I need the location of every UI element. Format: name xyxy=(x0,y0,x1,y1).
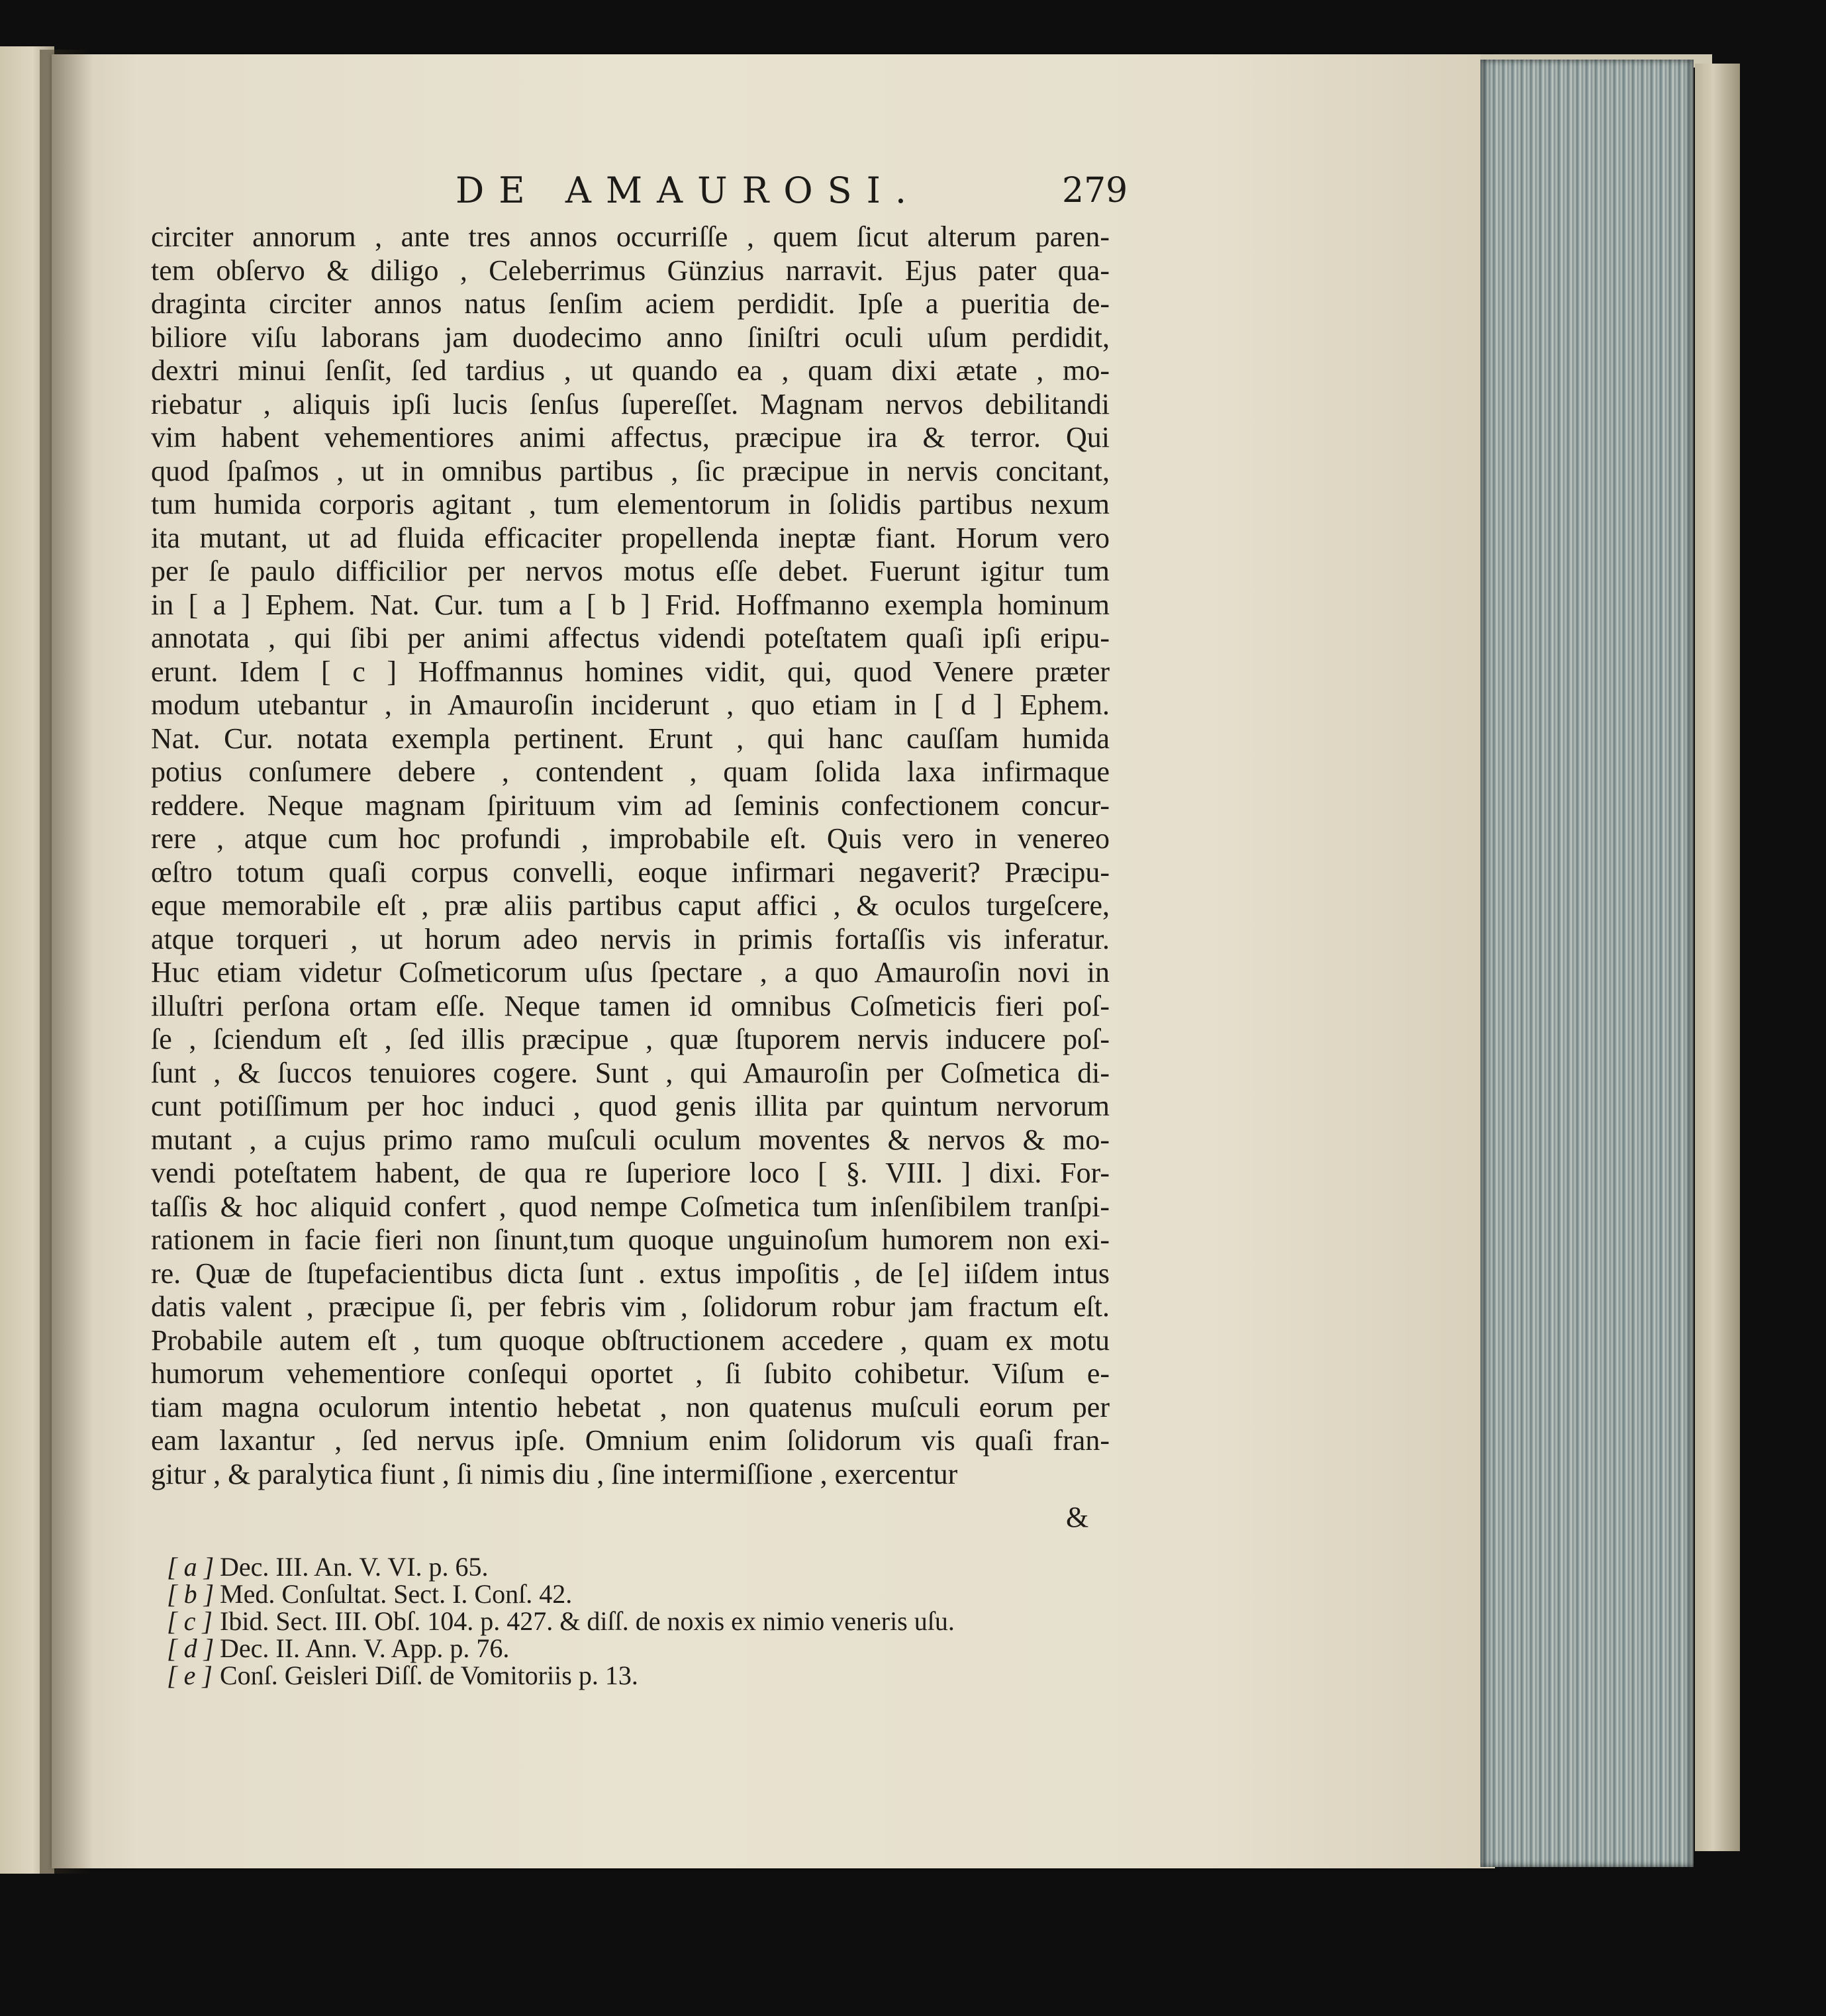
footnote-text: Dec. II. Ann. V. App. p. 76. xyxy=(220,1633,510,1663)
text-line: re. Quæ de ſtupefacientibus dicta ſunt . extus impoſitis , de [e] iiſdem intus xyxy=(151,1257,1110,1290)
text-line: tum humida corporis agitant , tum elementorum in ſolidis partibus nexum xyxy=(151,488,1110,520)
footnote xyxy=(167,1580,1133,1608)
text-line: rationem in facie fieri non ſinunt,tum quoque unguinoſum humorem non exi- xyxy=(151,1224,1110,1256)
footnote-marker: [ e ] xyxy=(167,1660,213,1690)
text-line: modum utebantur , in Amauroſin inciderunt , quo etiam in [ d ] Ephem. xyxy=(151,689,1110,721)
text-line: eque memorabile eſt , præ aliis partibus caput affici , & oculos turgeſcere, xyxy=(151,889,1110,922)
text-line: erunt. Idem [ c ] Hoffmannus homines vidit, qui, quod Venere præter xyxy=(151,655,1110,688)
text-line: riebatur , aliquis ipſi lucis ſenſus ſupereſſet. Magnam nervos debilitandi xyxy=(151,387,1110,420)
text-line: tiam magna oculorum intentio hebetat , non quatenus muſculi eorum per xyxy=(151,1390,1110,1423)
text-line: reddere. Neque magnam ſpirituum vim ad ſeminis confectionem concur- xyxy=(151,789,1110,822)
text-line: cunt potiſſimum per hoc induci , quod genis illita par quintum nervorum xyxy=(151,1090,1110,1122)
text-line: gitur , & paralytica fiunt , ſi nimis diu , ſine intermiſſione , exercentur xyxy=(151,1457,958,1490)
text-line: taſſis & hoc aliquid confert , quod nempe Coſmetica tum inſenſibilem tranſpi- xyxy=(151,1190,1110,1223)
text-line: in [ a ] Ephem. Nat. Cur. tum a [ b ] Frid. Hoffmanno exempla hominum xyxy=(151,588,1110,621)
text-line: per ſe paulo difficilior per nervos motus eſſe debet. Fuerunt igitur tum xyxy=(151,555,1110,587)
text-line: quod ſpaſmos , ut in omnibus partibus , ſic præcipue in nervis concitant, xyxy=(151,454,1110,487)
gutter-shadow xyxy=(40,50,93,1874)
text-line: atque torqueri , ut horum adeo nervis in primis fortaſſis vis inferatur. xyxy=(151,922,1110,955)
text-line: vendi poteſtatem habent, de qua re ſuperiore loco [ §. VIII. ] dixi. For- xyxy=(151,1157,1110,1189)
text-line: draginta circiter annos natus ſenſim aciem perdidit. Ipſe a pueritia de- xyxy=(151,287,1110,320)
page-block-edges xyxy=(1480,60,1694,1867)
footnote-text: Dec. III. An. V. VI. p. 65. xyxy=(220,1552,489,1582)
text-line: Huc etiam videtur Coſmeticorum uſus ſpectare , a quo Amauroſin novi in xyxy=(151,956,1110,988)
footnote xyxy=(167,1662,1133,1689)
footnote-marker: [ b ] xyxy=(167,1579,215,1609)
footnote xyxy=(167,1608,1133,1635)
catchword: & xyxy=(1066,1501,1089,1533)
text-line: mutant , a cujus primo ramo muſculi oculum moventes & nervos & mo- xyxy=(151,1123,1110,1156)
text-line: eam laxantur , ſed nervus ipſe. Omnium enim ſolidorum vis quaſi fran- xyxy=(151,1424,1110,1457)
book-cover-edge xyxy=(1695,64,1740,1851)
text-line: Nat. Cur. notata exempla pertinent. Erunt , qui hanc cauſſam humida xyxy=(151,722,1110,755)
text-line: ſe , ſciendum eſt , ſed illis præcipue , quæ ſtuporem nervis inducere poſ- xyxy=(151,1023,1110,1055)
footnote-marker: [ a ] xyxy=(167,1552,215,1582)
text-line: illuſtri perſona ortam eſſe. Neque tamen id omnibus Coſmeticis fieri poſ- xyxy=(151,989,1110,1022)
text-line: rere , atque cum hoc profundi , improbabile eſt. Quis vero in venereo xyxy=(151,822,1110,855)
text-line: dextri minui ſenſit, ſed tardius , ut quando ea , quam dixi ætate , mo- xyxy=(151,354,1110,387)
text-line: humorum vehementiore conſequi oportet , ſi ſubito cohibetur. Viſum e- xyxy=(151,1357,1110,1390)
text-line: annotata , qui ſibi per animi affectus videndi poteſtatem quaſi ipſi eripu- xyxy=(151,622,1110,654)
footnote-text: Conſ. Geisleri Diſſ. de Vomitoriis p. 13. xyxy=(220,1660,638,1690)
text-line: circiter annorum , ante tres annos occurriſſe , quem ſicut alterum paren- xyxy=(151,220,1110,253)
footnote xyxy=(167,1553,1133,1580)
footnote-text: Ibid. Sect. III. Obſ. 104. p. 427. & diſſ. de noxis ex nimio veneris uſu. xyxy=(220,1606,955,1636)
footnote-marker: [ d ] xyxy=(167,1633,215,1663)
text-line: Probabile autem eſt , tum quoque obſtructionem accedere , quam ex motu xyxy=(151,1323,1110,1357)
text-line: ita mutant, ut ad fluida efficaciter propellenda ineptæ fiant. Horum vero xyxy=(151,521,1110,554)
text-line: œſtro totum quaſi corpus convelli, eoque infirmari negaverit? Præcipu- xyxy=(151,855,1110,888)
text-line: potius conſumere debere , contendent , quam ſolida laxa infirmaque xyxy=(151,755,1110,788)
footnote-text: Med. Conſultat. Sect. I. Conſ. 42. xyxy=(220,1579,573,1609)
footnotes xyxy=(167,1553,1133,1689)
text-line: biliore viſu laborans jam duodecimo anno ſiniſtri oculi uſum perdidit, xyxy=(151,320,1110,354)
text-line: vim habent vehementiores animi affectus, præcipue ira & terror. Qui xyxy=(151,421,1110,454)
text-line: ſunt , & ſuccos tenuiores cogere. Sunt , qui Amauroſin per Coſmetica di- xyxy=(151,1056,1110,1089)
body-text xyxy=(151,220,1110,1491)
footnote xyxy=(167,1635,1133,1662)
page-number: 279 xyxy=(1062,171,1128,211)
text-line: tem obſervo & diligo , Celeberrimus Günzius narravit. Ejus pater qua- xyxy=(151,254,1110,287)
text-line: datis valent , præcipue ſi, per febris vim , ſolidorum robur jam fractum eſt. xyxy=(151,1290,1110,1323)
footnote-marker: [ c ] xyxy=(167,1606,213,1636)
running-title: DE AMAUROSI. xyxy=(456,169,922,211)
